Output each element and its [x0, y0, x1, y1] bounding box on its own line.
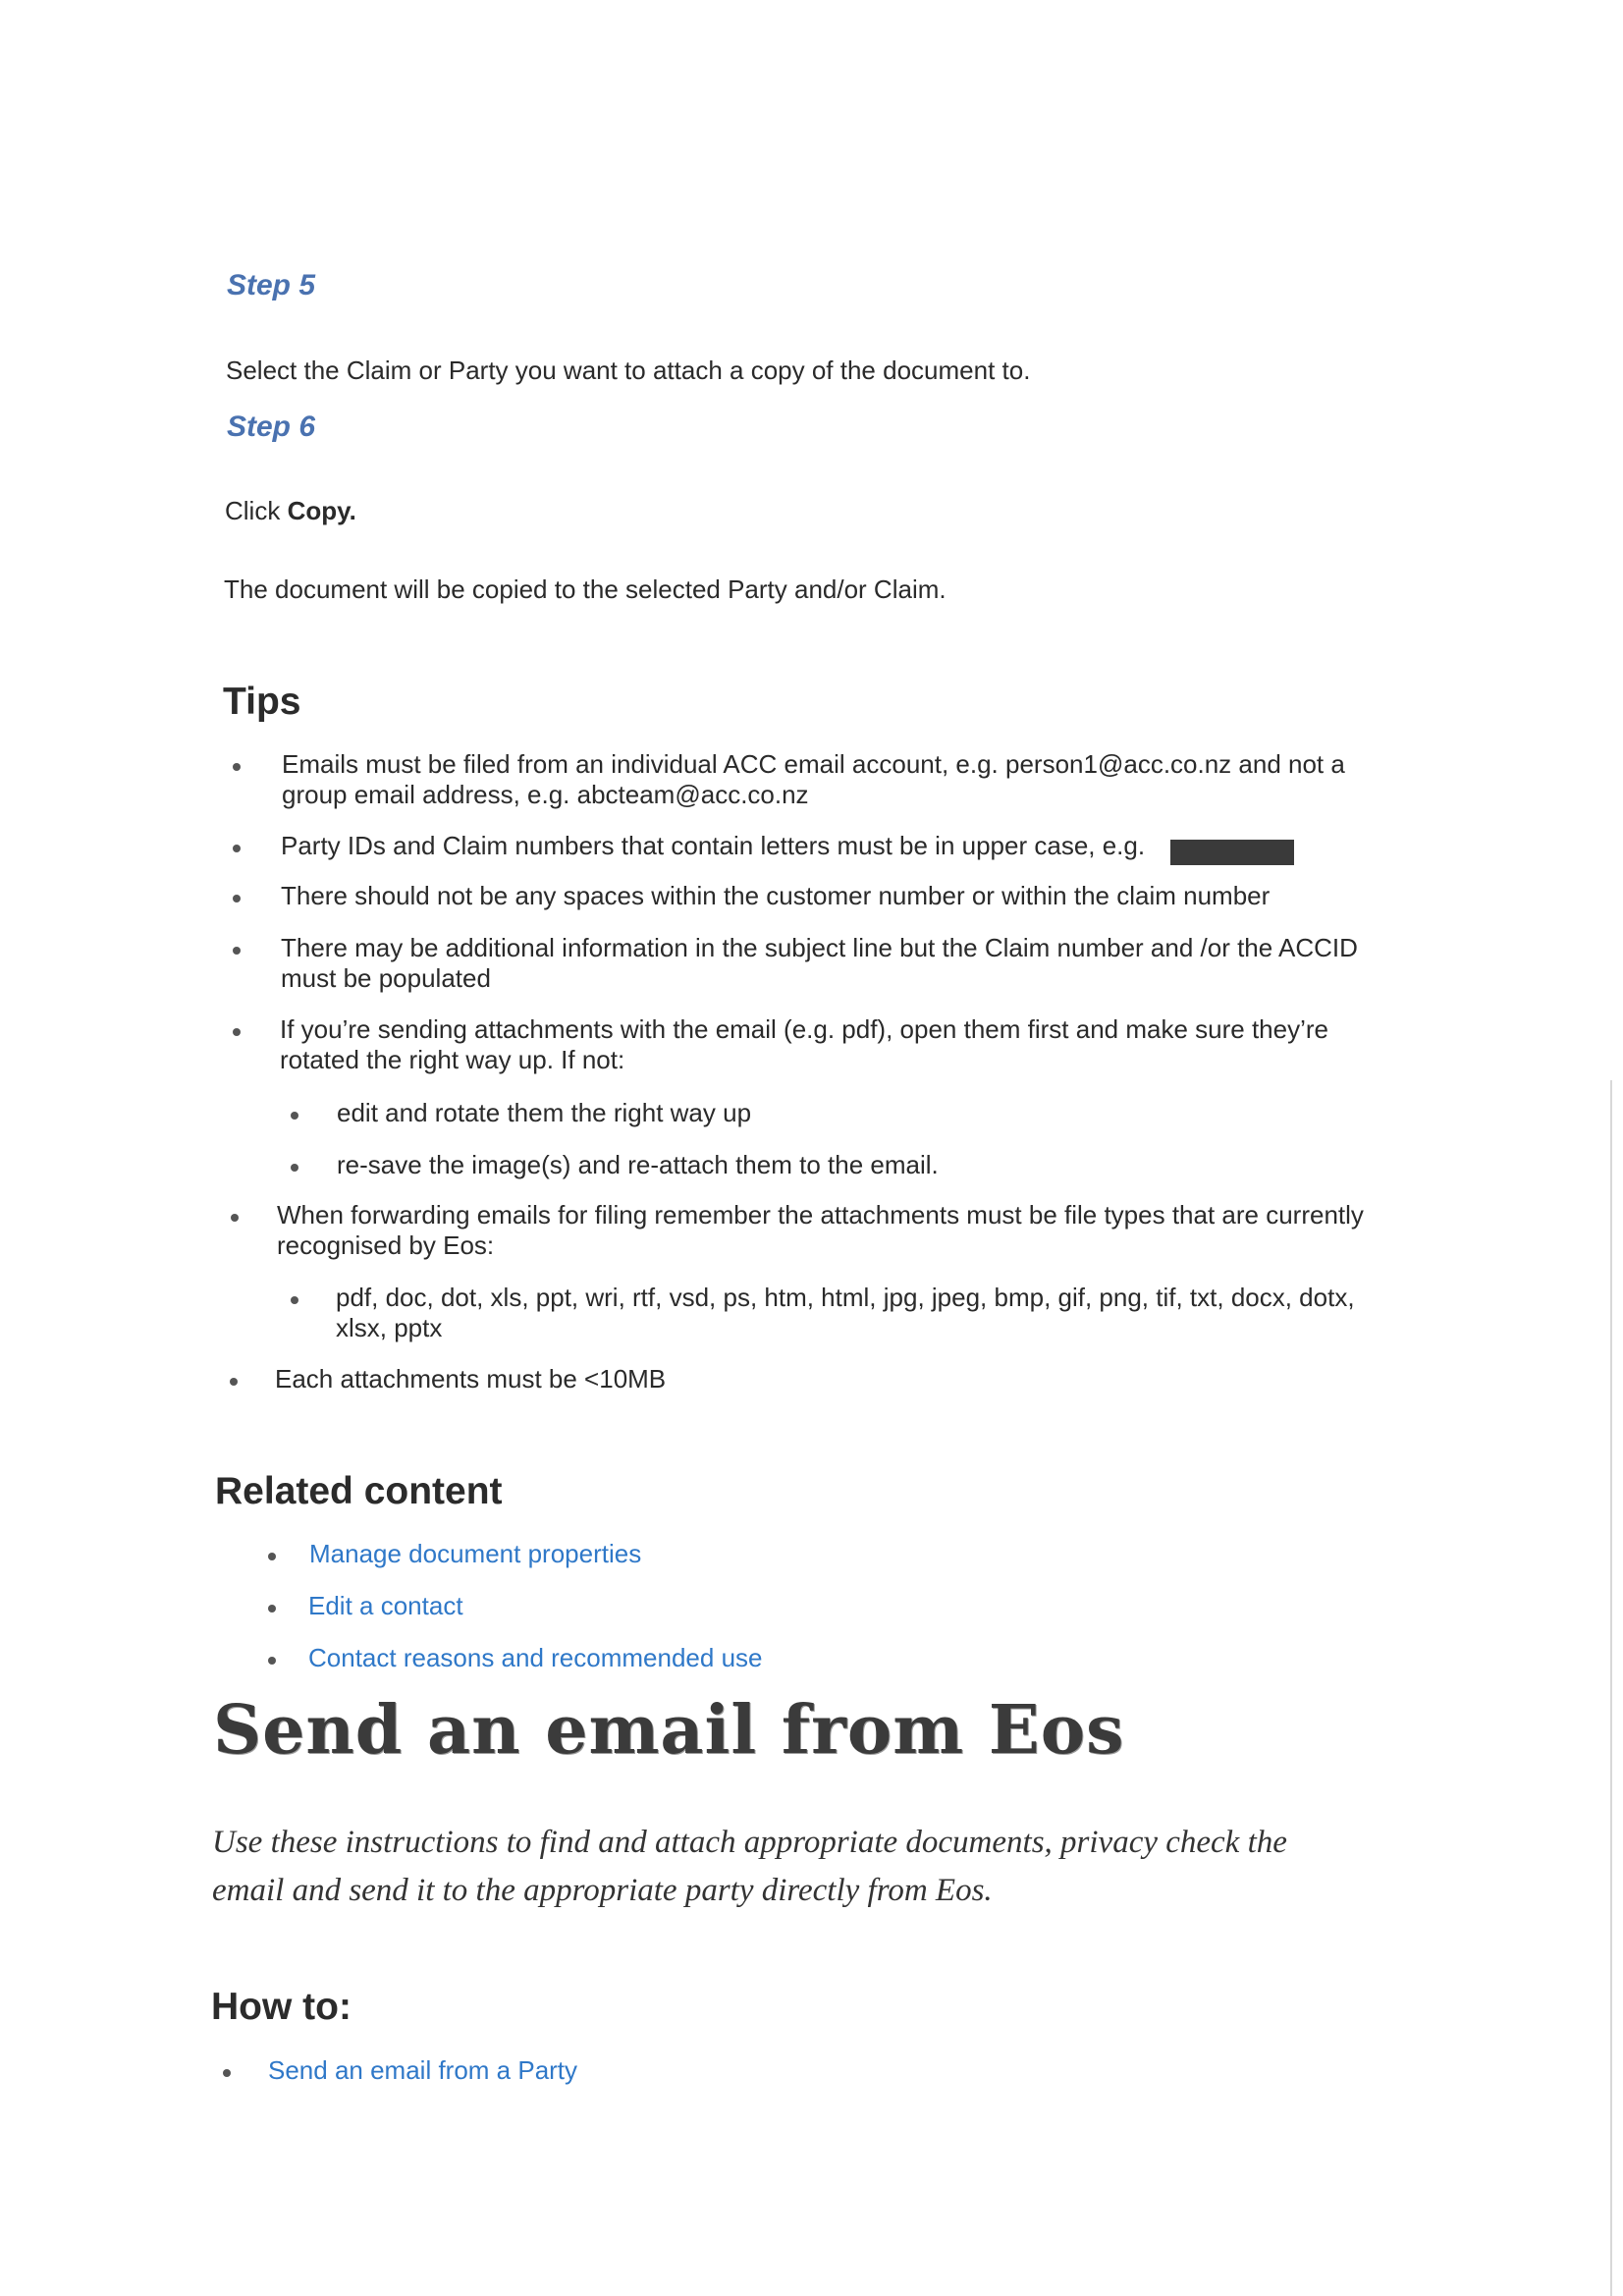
tip-line: If you’re sending attachments with the email (e.g. pdf), open them first and make sure they’re [280, 1014, 1328, 1044]
tip-line: must be populated [281, 963, 491, 993]
tip-item [275, 1364, 666, 1394]
result-text: The document will be copied to the selected Party and/or Claim. [224, 574, 947, 604]
tip-subitem: edit and rotate them the right way up [337, 1098, 752, 1127]
bullet-icon [268, 1605, 276, 1613]
step-5-label: Step 5 [227, 269, 316, 301]
link-contact-reasons[interactable]: Contact reasons and recommended use [308, 1643, 763, 1672]
tip-item [277, 1200, 1364, 1261]
tip-item [281, 831, 1145, 861]
tip-subitem [336, 1283, 1355, 1343]
tip-line: There should not be any spaces within the customer number or within the claim number [281, 881, 1271, 910]
bullet-icon [230, 1378, 238, 1386]
bullet-icon [233, 895, 241, 902]
redacted-example [1170, 840, 1294, 865]
tip-line: pdf, doc, dot, xls, ppt, wri, rtf, vsd, ps, htm, html, jpg, jpeg, bmp, gif, png, tif, txt, docx, dotx, [336, 1283, 1355, 1312]
bullet-icon [291, 1296, 298, 1304]
intro-line: Use these instructions to find and attach appropriate documents, privacy check the [212, 1825, 1287, 1860]
tip-line: xlsx, pptx [336, 1313, 443, 1342]
tip-line: Party IDs and Claim numbers that contain letters must be in upper case, e.g. [281, 831, 1146, 860]
link-manage-document-properties[interactable]: Manage document properties [309, 1539, 642, 1568]
bullet-icon [268, 1657, 276, 1665]
copy-command: Copy. [287, 496, 356, 525]
bullet-icon [233, 763, 241, 771]
tip-line: Emails must be filed from an individual ACC email account, e.g. person1@acc.co.nz and not a [282, 749, 1345, 779]
bullet-icon [291, 1112, 298, 1120]
tip-line: Each attachments must be <10MB [275, 1364, 667, 1394]
tip-line: group email address, e.g. abcteam@acc.co.nz [282, 780, 809, 809]
howto-heading: How to: [211, 1986, 352, 2028]
step-6-text [225, 496, 356, 526]
step-6-prefix: Click [225, 496, 288, 525]
intro-paragraph [212, 1819, 1287, 1915]
link-send-email-from-party[interactable]: Send an email from a Party [268, 2055, 578, 2085]
bullet-icon [223, 2069, 231, 2077]
tip-item [281, 881, 1270, 911]
tip-line: When forwarding emails for filing remember the attachments must be file types that are currently [277, 1200, 1364, 1230]
bullet-icon [233, 947, 241, 955]
bullet-icon [233, 845, 241, 852]
tip-item [281, 933, 1358, 994]
bullet-icon [268, 1553, 276, 1560]
bullet-icon [231, 1214, 239, 1222]
scan-edge-line [1610, 1080, 1612, 2296]
step-5-text: Select the Claim or Party you want to attach a copy of the document to. [226, 355, 1031, 385]
tip-line: recognised by Eos: [277, 1230, 495, 1260]
tip-item [280, 1014, 1328, 1075]
tip-subitem: re-save the image(s) and re-attach them to the email. [337, 1150, 939, 1179]
page-title: Send an email from Eos [213, 1691, 1125, 1770]
bullet-icon [291, 1164, 298, 1172]
link-edit-a-contact[interactable]: Edit a contact [308, 1591, 463, 1620]
tips-heading: Tips [223, 681, 301, 723]
tip-line: There may be additional information in the subject line but the Claim number and /or the ACCID [281, 933, 1358, 962]
tip-line: rotated the right way up. If not: [280, 1045, 625, 1074]
tip-item [282, 749, 1345, 810]
bullet-icon [233, 1028, 241, 1036]
step-6-label: Step 6 [227, 410, 316, 443]
related-heading: Related content [215, 1470, 503, 1512]
intro-line: email and send it to the appropriate party directly from Eos. [212, 1873, 993, 1908]
